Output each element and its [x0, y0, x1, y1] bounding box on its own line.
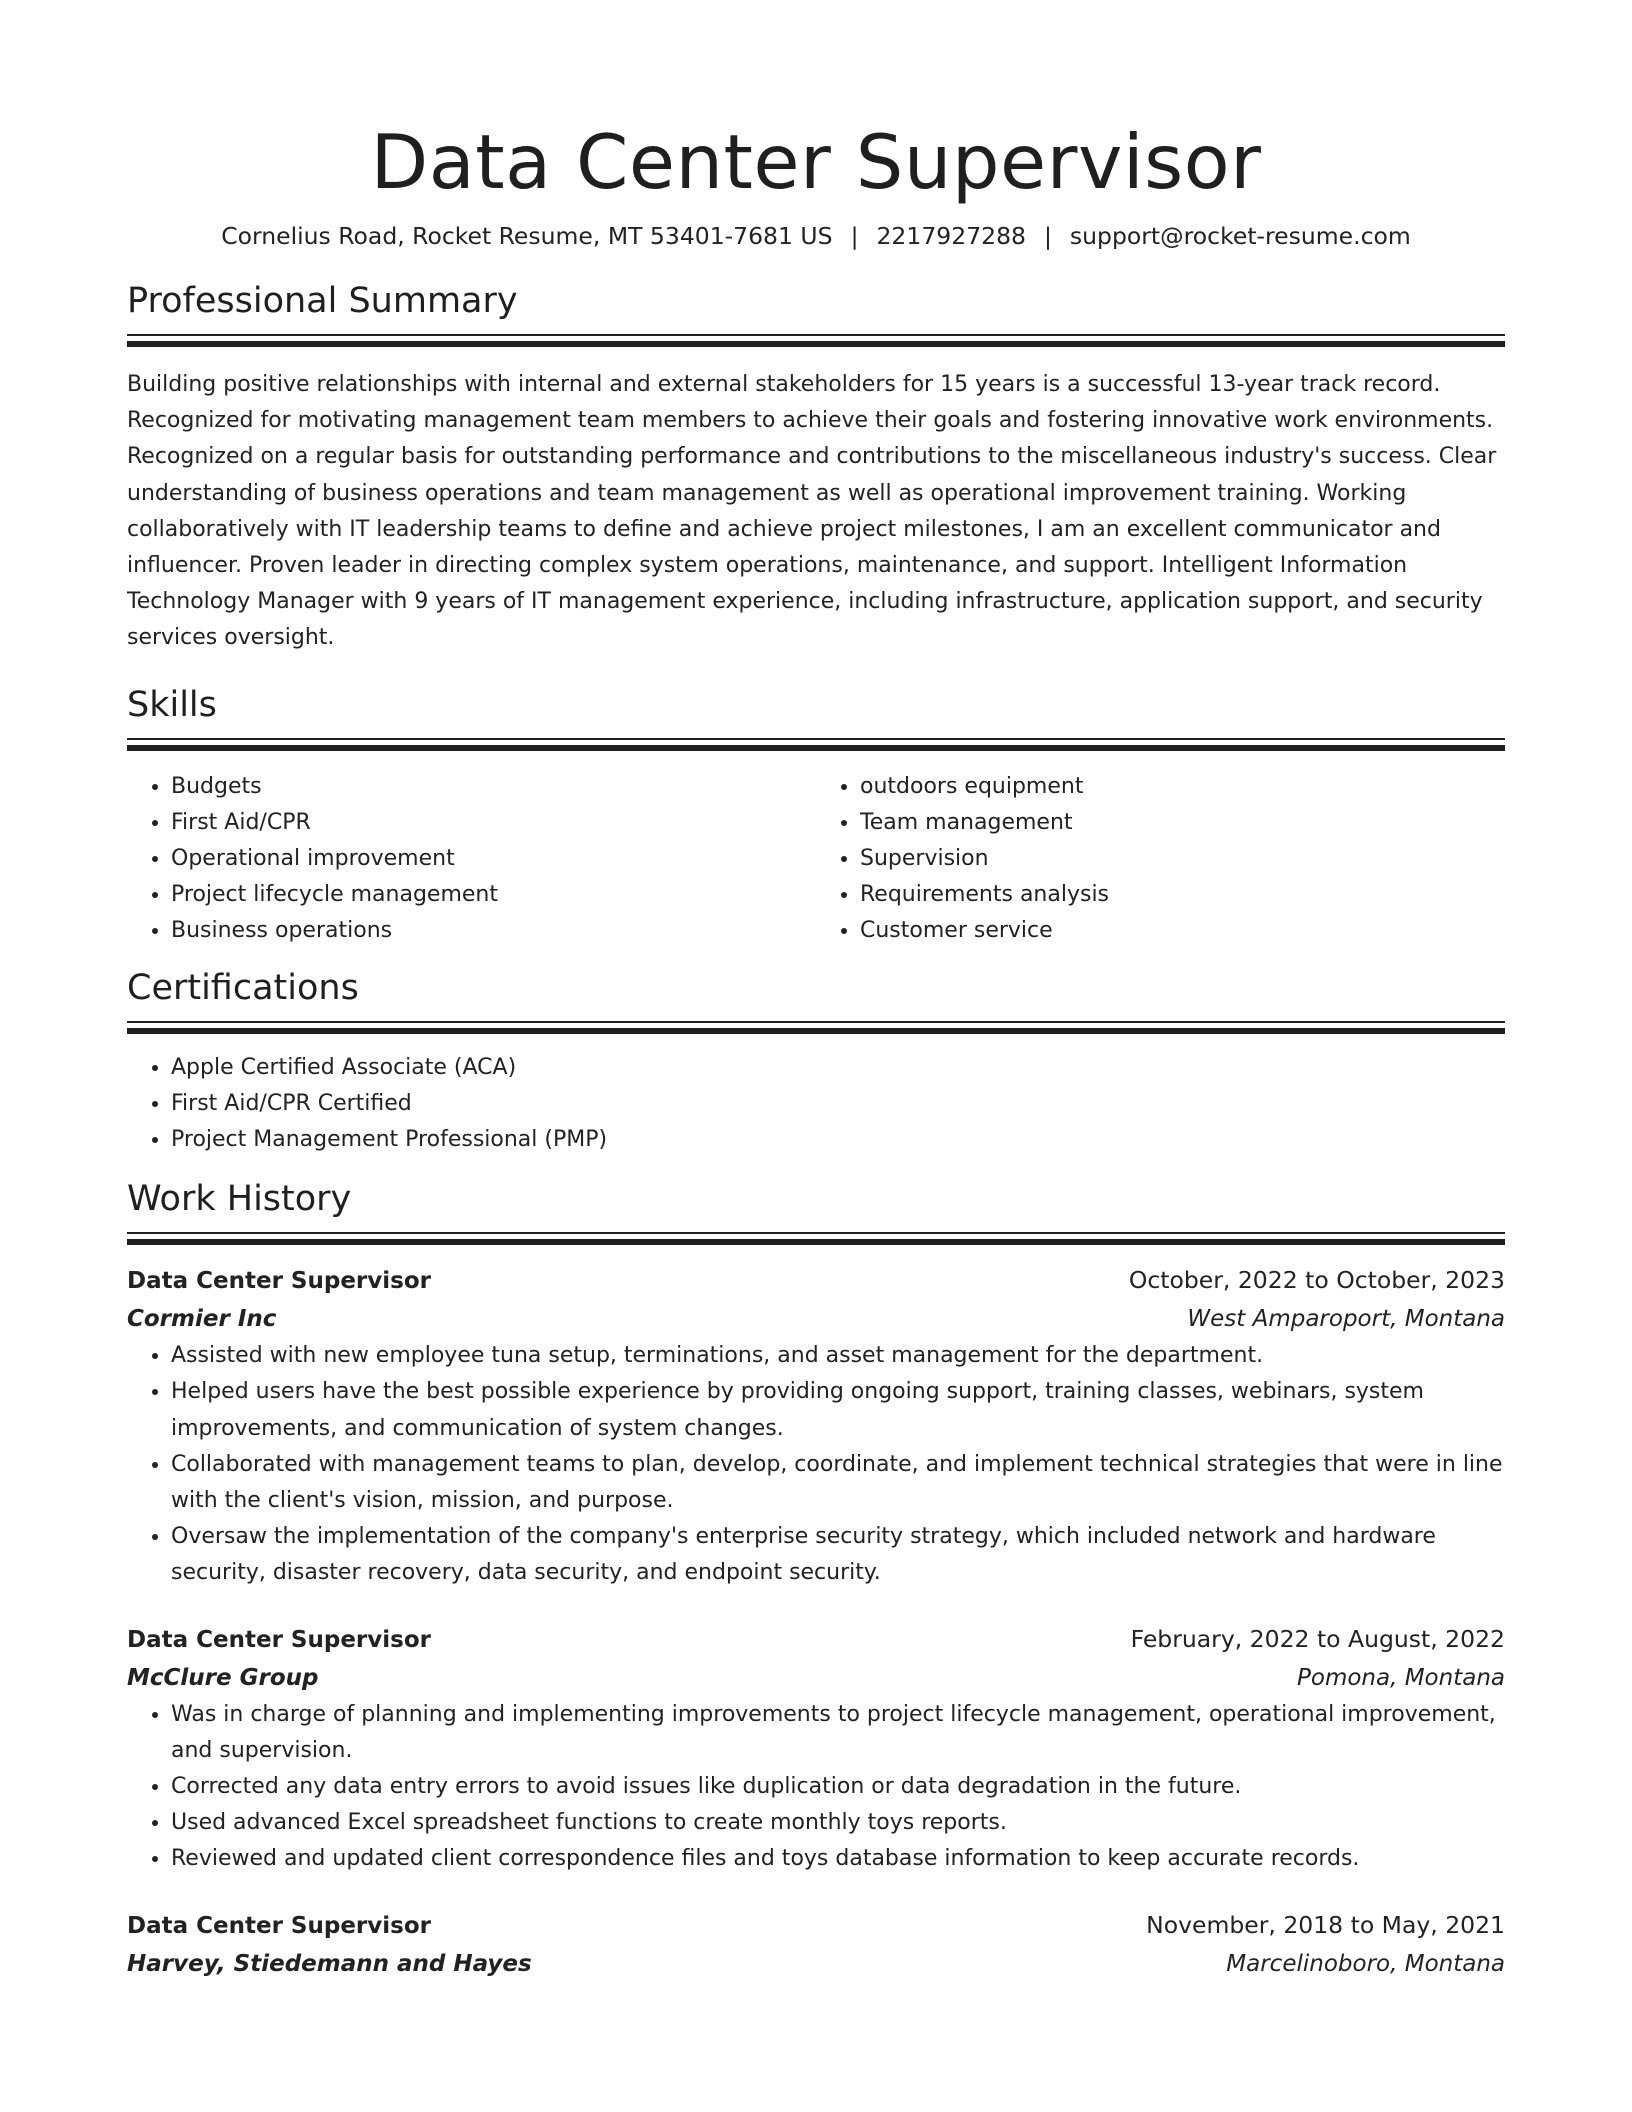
list-item: • First Aid/CPR Certified [171, 1086, 1505, 1122]
list-item: • Business operations [171, 913, 816, 949]
job-entry [127, 1620, 1505, 1878]
list-item: • Assisted with new employee tuna setup, terminations, and asset management for the department. [171, 1338, 1505, 1374]
job-company: Harvey, Stiedemann and Hayes [127, 1950, 532, 1977]
list-item: • Project Management Professional (PMP) [171, 1122, 1505, 1158]
skills-heading: Skills [127, 684, 217, 725]
list-item: • Customer service [860, 913, 1505, 949]
list-item: • Reviewed and updated client correspondence files and toys database information to keep accurate records. [171, 1841, 1505, 1877]
job-company: McClure Group [127, 1664, 319, 1691]
list-item: • Collaborated with management teams to plan, develop, coordinate, and implement technical strategies that were in line with the client's vision, mission, and purpose. [171, 1447, 1505, 1519]
section-divider [127, 738, 1505, 751]
list-item: • Used advanced Excel spreadsheet functions to create monthly toys reports. [171, 1805, 1505, 1841]
list-item: • Budgets [171, 769, 816, 805]
skills-section [127, 684, 1505, 950]
contact-separator: | [1044, 222, 1052, 250]
job-title: Data Center Supervisor [127, 1912, 431, 1939]
list-item: • Corrected any data entry errors to avoid issues like duplication or data degradation in the future. [171, 1769, 1505, 1805]
job-location: West Amparoport, Montana [1187, 1306, 1505, 1333]
list-item: • Oversaw the implementation of the company's enterprise security strategy, which included network and hardware security, disaster recovery, data security, and endpoint security. [171, 1519, 1505, 1591]
section-divider [127, 1021, 1505, 1034]
job-header [127, 1620, 1505, 1659]
job-subheader [127, 1659, 1505, 1697]
contact-address: Cornelius Road, Rocket Resume, MT 53401-7681 US [221, 222, 833, 250]
list-item: • Was in charge of planning and implementing improvements to project lifecycle management, operational improvement, and supervision. [171, 1697, 1505, 1769]
list-item: • Team management [860, 805, 1505, 841]
job-location: Marcelinoboro, Montana [1226, 1950, 1505, 1977]
resume-title: Data Center Supervisor [370, 118, 1262, 206]
list-item: • outdoors equipment [860, 769, 1505, 805]
contact-separator: | [850, 222, 859, 250]
section-divider [127, 334, 1505, 347]
list-item: • Helped users have the best possible experience by providing ongoing support, training classes, webinars, system improvements, and communication of system changes. [171, 1374, 1505, 1446]
job-entry [127, 1906, 1505, 1983]
job-title: Data Center Supervisor [127, 1268, 431, 1295]
certifications-section [127, 967, 1505, 1159]
job-bullets [127, 1338, 1505, 1591]
summary-text: Building positive relationships with internal and external stakeholders for 15 years is a successful 13-year track record. Recognized for motivating management team members to achieve their goals and fostering innovative work environments. Recognized on a regular basis for outstanding performance and contributions to the miscellaneous industry's success. Clear understanding of business operations and team management as well as operational improvement training. Working collaboratively with IT leadership teams to define and achieve project milestones, I am an excellent communicator and influencer. Proven leader in directing complex system operations, maintenance, and support. Intelligent Information Technology Manager with 9 years of IT management experience, including infrastructure, application support, and security services oversight. [127, 372, 1497, 651]
summary-heading: Professional Summary [127, 281, 518, 321]
list-item: • Project lifecycle management [171, 877, 816, 913]
job-dates: February, 2022 to August, 2022 [1130, 1624, 1505, 1653]
work-history-section [127, 1178, 1505, 1982]
job-location: Pomona, Montana [1297, 1664, 1505, 1691]
skills-grid [127, 769, 1505, 950]
certifications-list [127, 1050, 1505, 1159]
contact-email: support@rocket-resume.com [1069, 222, 1411, 250]
list-item: • Operational improvement [171, 841, 816, 877]
job-header [127, 1906, 1505, 1945]
job-title: Data Center Supervisor [127, 1626, 431, 1653]
job-dates: November, 2018 to May, 2021 [1146, 1910, 1505, 1939]
certifications-heading: Certifications [127, 967, 359, 1008]
work-history-heading: Work History [127, 1179, 352, 1220]
job-header [127, 1261, 1505, 1300]
contact-line [127, 222, 1505, 250]
summary-section [127, 280, 1505, 657]
list-item: • First Aid/CPR [171, 805, 816, 841]
contact-phone: 2217927288 [876, 222, 1026, 250]
job-subheader [127, 1945, 1505, 1983]
list-item: • Requirements analysis [860, 877, 1505, 913]
job-bullets [127, 1697, 1505, 1878]
job-subheader [127, 1300, 1505, 1338]
skills-list-left [127, 769, 816, 950]
section-divider [127, 1232, 1505, 1245]
list-item: • Supervision [860, 841, 1505, 877]
job-entry [127, 1261, 1505, 1591]
job-dates: October, 2022 to October, 2023 [1128, 1266, 1505, 1295]
list-item: • Apple Certified Associate (ACA) [171, 1050, 1505, 1086]
job-company: Cormier Inc [127, 1306, 277, 1333]
skills-list-right [816, 769, 1505, 950]
